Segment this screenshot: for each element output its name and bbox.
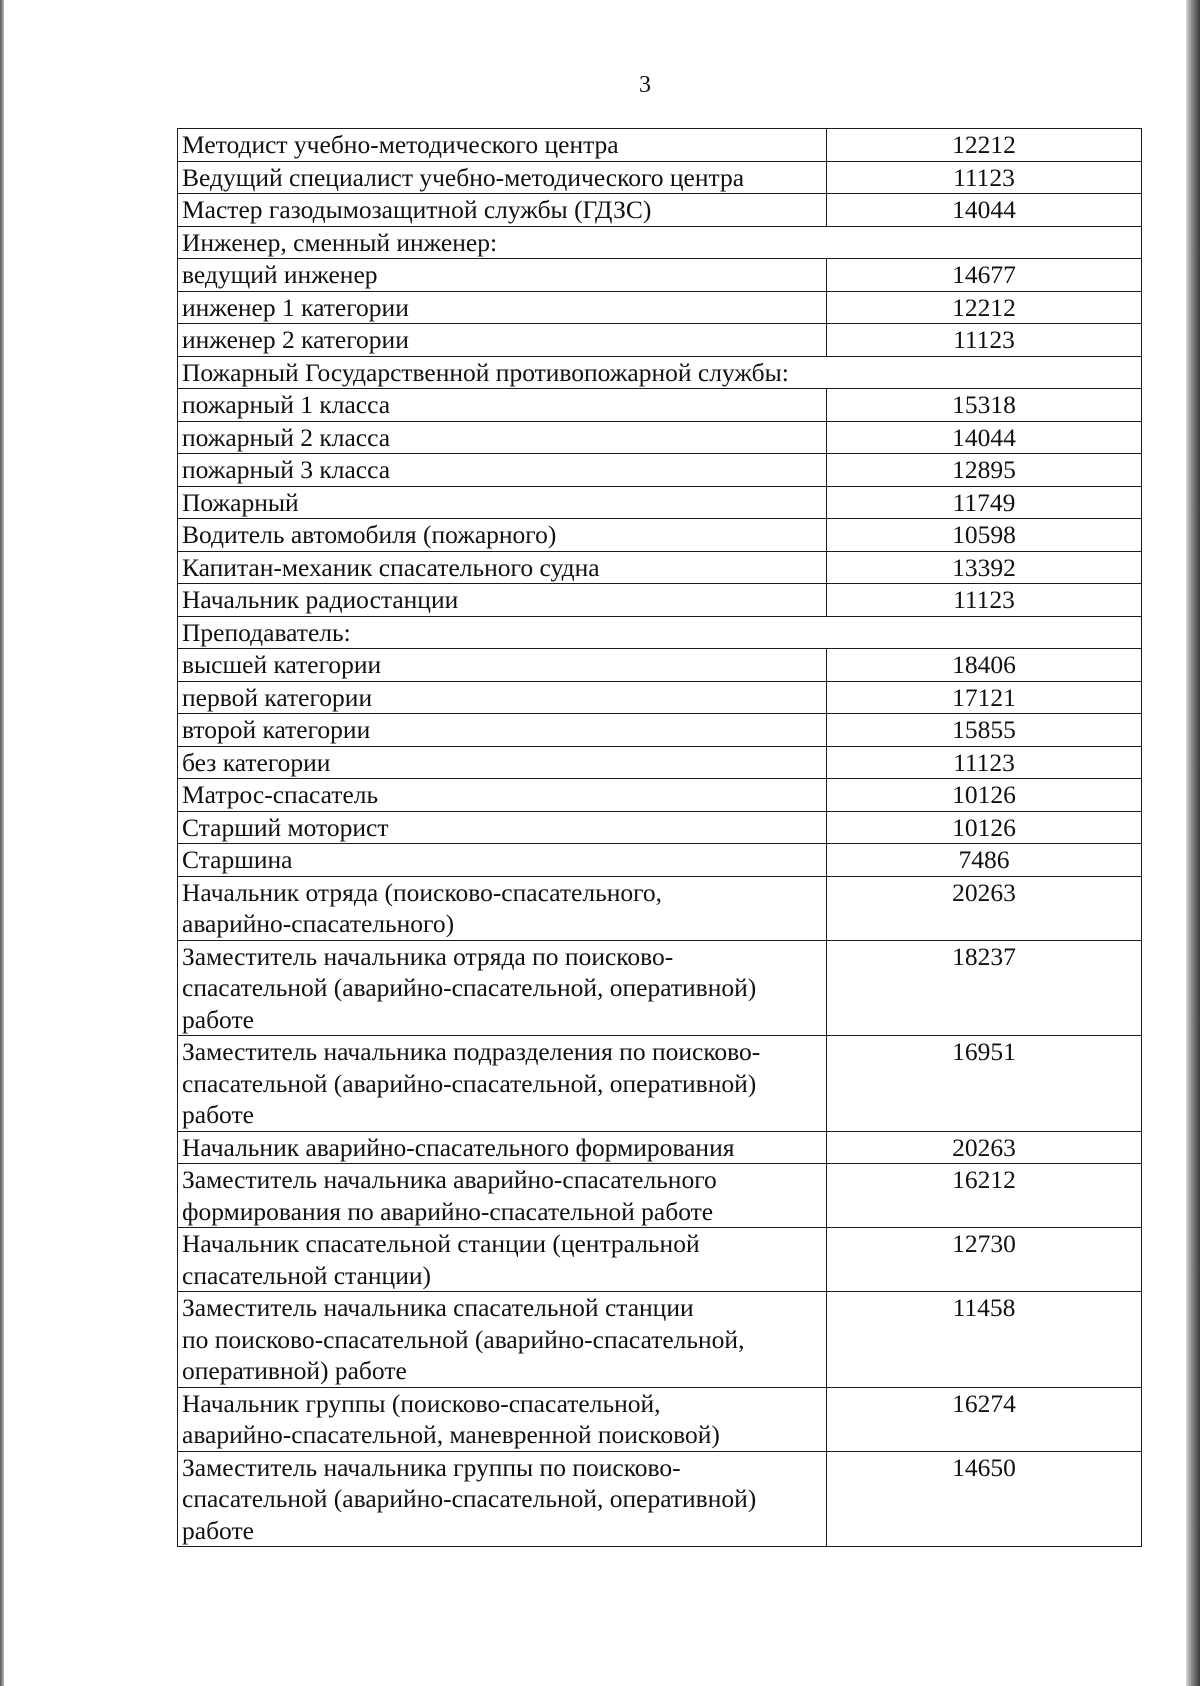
salary-value-cell: 12895 (827, 454, 1142, 487)
position-title-cell: Заместитель начальника аварийно-спасательного формирования по аварийно-спасательной работе (178, 1164, 827, 1228)
position-title-cell: ведущий инженер (178, 259, 827, 292)
table-row (178, 129, 1142, 162)
position-title-cell: Начальник аварийно-спасательного формирования (178, 1131, 827, 1164)
position-title-cell: Начальник радиостанции (178, 584, 827, 617)
salary-value-cell: 18406 (827, 649, 1142, 682)
position-title-cell: Старший моторист (178, 811, 827, 844)
group-header-cell: Преподаватель: (178, 616, 1142, 649)
position-title-cell: инженер 1 категории (178, 291, 827, 324)
scan-edge-right (1186, 0, 1200, 1686)
table-row (178, 486, 1142, 519)
position-title-cell: инженер 2 категории (178, 324, 827, 357)
table-row (178, 649, 1142, 682)
table-row (178, 779, 1142, 812)
salary-value-cell: 12212 (827, 291, 1142, 324)
table-row (178, 1164, 1142, 1228)
salary-value-cell: 15855 (827, 714, 1142, 747)
salary-value-cell: 10598 (827, 519, 1142, 552)
position-title-cell: Капитан-механик спасательного судна (178, 551, 827, 584)
position-title-cell: Водитель автомобиля (пожарного) (178, 519, 827, 552)
table-row (178, 1036, 1142, 1132)
position-title-cell: пожарный 1 класса (178, 389, 827, 422)
page-number: 3 (639, 72, 651, 98)
position-title-cell: без категории (178, 746, 827, 779)
salary-value-cell: 13392 (827, 551, 1142, 584)
position-title-cell: Заместитель начальника группы по поисково- спасательной (аварийно-спасательной, оперативной) работе (178, 1451, 827, 1547)
salary-value-cell: 14650 (827, 1451, 1142, 1547)
position-title-cell: Заместитель начальника отряда по поисково- спасательной (аварийно-спасательной, оперативной) работе (178, 940, 827, 1036)
table-row (178, 324, 1142, 357)
table-group-header-row (178, 616, 1142, 649)
table-row (178, 714, 1142, 747)
position-title-cell: Начальник спасательной станции (центральной спасательной станции) (178, 1228, 827, 1292)
position-title-cell: Ведущий специалист учебно-методического центра (178, 161, 827, 194)
position-title-cell: Мастер газодымозащитной службы (ГДЗС) (178, 194, 827, 227)
position-title-cell: Пожарный (178, 486, 827, 519)
salary-value-cell: 16274 (827, 1387, 1142, 1451)
salary-table-body (178, 129, 1142, 1547)
salary-value-cell: 10126 (827, 779, 1142, 812)
salary-value-cell: 11123 (827, 746, 1142, 779)
salary-value-cell: 20263 (827, 1131, 1142, 1164)
salary-value-cell: 11749 (827, 486, 1142, 519)
table-row (178, 421, 1142, 454)
salary-value-cell: 14677 (827, 259, 1142, 292)
table-row (178, 259, 1142, 292)
table-row (178, 844, 1142, 877)
salary-value-cell: 16951 (827, 1036, 1142, 1132)
salary-value-cell: 17121 (827, 681, 1142, 714)
salary-value-cell: 10126 (827, 811, 1142, 844)
table-row (178, 291, 1142, 324)
table-row (178, 940, 1142, 1036)
table-row (178, 519, 1142, 552)
table-row (178, 1228, 1142, 1292)
table-row (178, 389, 1142, 422)
salary-value-cell: 11123 (827, 324, 1142, 357)
salary-value-cell: 11123 (827, 584, 1142, 617)
table-row (178, 746, 1142, 779)
table-row (178, 1451, 1142, 1547)
position-title-cell: пожарный 2 класса (178, 421, 827, 454)
salary-table (177, 128, 1142, 1547)
table-row (178, 454, 1142, 487)
table-row (178, 161, 1142, 194)
position-title-cell: Матрос-спасатель (178, 779, 827, 812)
position-title-cell: Начальник отряда (поисково-спасательного, аварийно-спасательного) (178, 876, 827, 940)
table-row (178, 584, 1142, 617)
table-row (178, 551, 1142, 584)
group-header-cell: Пожарный Государственной противопожарной службы: (178, 356, 1142, 389)
group-header-cell: Инженер, сменный инженер: (178, 226, 1142, 259)
table-row (178, 1292, 1142, 1388)
position-title-cell: Старшина (178, 844, 827, 877)
salary-value-cell: 11123 (827, 161, 1142, 194)
salary-value-cell: 14044 (827, 421, 1142, 454)
salary-value-cell: 20263 (827, 876, 1142, 940)
salary-value-cell: 12730 (827, 1228, 1142, 1292)
table-row (178, 1387, 1142, 1451)
table-row (178, 1131, 1142, 1164)
table-row (178, 681, 1142, 714)
position-title-cell: Заместитель начальника подразделения по поисково- спасательной (аварийно-спасательной, оперативной) работе (178, 1036, 827, 1132)
position-title-cell: Заместитель начальника спасательной станции по поисково-спасательной (аварийно-спасательной, оперативной) работе (178, 1292, 827, 1388)
table-row (178, 876, 1142, 940)
table-group-header-row (178, 226, 1142, 259)
scan-edge-left (0, 0, 4, 1686)
salary-value-cell: 11458 (827, 1292, 1142, 1388)
salary-value-cell: 12212 (827, 129, 1142, 162)
salary-value-cell: 7486 (827, 844, 1142, 877)
salary-value-cell: 14044 (827, 194, 1142, 227)
position-title-cell: Методист учебно-методического центра (178, 129, 827, 162)
position-title-cell: первой категории (178, 681, 827, 714)
position-title-cell: Начальник группы (поисково-спасательной, аварийно-спасательной, маневренной поисковой) (178, 1387, 827, 1451)
salary-value-cell: 18237 (827, 940, 1142, 1036)
table-row (178, 194, 1142, 227)
position-title-cell: пожарный 3 класса (178, 454, 827, 487)
table-group-header-row (178, 356, 1142, 389)
salary-value-cell: 16212 (827, 1164, 1142, 1228)
table-row (178, 811, 1142, 844)
position-title-cell: высшей категории (178, 649, 827, 682)
salary-value-cell: 15318 (827, 389, 1142, 422)
position-title-cell: второй категории (178, 714, 827, 747)
